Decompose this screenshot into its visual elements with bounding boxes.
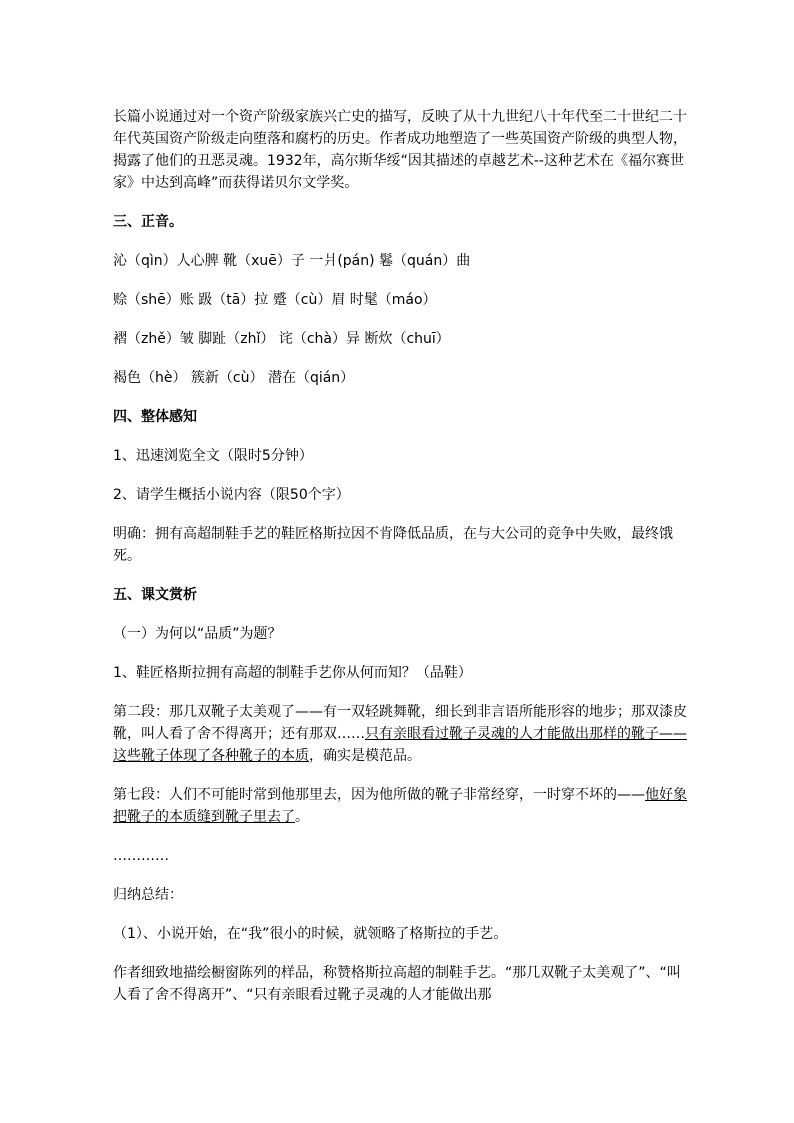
underlined-quote: 只有亲眼看过靴子灵魂的人才能做出那样的靴子——这些靴子体现了各种靴子的本质 bbox=[113, 726, 687, 764]
section-heading-overview: 四、整体感知 bbox=[113, 409, 197, 425]
ellipsis: ………… bbox=[113, 848, 169, 864]
overview-item: 2、请学生概括小说内容（限50个字） bbox=[113, 487, 350, 503]
pronunciation-line: 褐色（hè） 簇新（cù） 潜在（qián） bbox=[113, 370, 355, 386]
analysis-subheading: （一）为何以“品质”为题？ bbox=[113, 626, 282, 642]
summary-point: （1）、小说开始，在“我”很小的时候，就领略了格斯拉的手艺。 bbox=[113, 926, 508, 942]
closing-paragraph: 作者细致地描绘橱窗陈列的样品，称赞格斯拉高超的制鞋手艺。“那几双靴子太美观了”、“叫人看了舍不得离开”、“只有亲眼看过靴子灵魂的人才能做出那 bbox=[113, 965, 681, 1003]
overview-item: 1、迅速浏览全文（限时5分钟） bbox=[113, 448, 313, 464]
section-heading-analysis: 五、课文赏析 bbox=[113, 587, 197, 603]
intro-paragraph: 长篇小说通过对一个资产阶级家族兴亡史的描写，反映了从十九世纪八十年代至二十世纪二十年代英国资产阶级走向堕落和腐朽的历史。作者成功地塑造了一些英国资产阶级的典型人物，揭露了他们的丑恶灵魂。1932年，高尔斯华绥“因其描述的卓越艺术--这种艺术在《福尔赛世家》中达到高峰”而获得诺贝尔文学奖。 bbox=[113, 109, 687, 191]
quote-text: 第七段：人们不可能时常到他那里去，因为他所做的靴子非常经穿，一时穿不坏的—— bbox=[113, 787, 645, 803]
quote-text: ，确实是模范品。 bbox=[309, 748, 421, 764]
pronunciation-line: 赊（shē）账 趿（tā）拉 蹙（cù）眉 时髦（máo） bbox=[113, 292, 437, 308]
pronunciation-line: 沁（qìn）人心脾 靴（xuē）子 一爿(pán) 鬈（quán）曲 bbox=[113, 253, 471, 269]
quote-text: 第二段：那几双靴子太美观了——有一双轻跳舞靴，细长到非言语所能形容的地步；那双漆皮靴，叫人看了舍不得离开；还有那双…… bbox=[113, 704, 687, 742]
underlined-quote: 他好象把靴子的本质缝到靴子里去了 bbox=[113, 787, 687, 825]
overview-answer: 明确：拥有高超制鞋手艺的鞋匠格斯拉因不肯降低品质，在与大公司的竞争中失败，最终饿死。 bbox=[113, 526, 673, 564]
analysis-question: 1、鞋匠格斯拉拥有高超的制鞋手艺你从何而知？（品鞋） bbox=[113, 665, 472, 681]
document-body bbox=[113, 106, 688, 1023]
pronunciation-line: 褶（zhě）皱 脚趾（zhǐ） 诧（chà）异 断炊（chuī） bbox=[113, 331, 450, 347]
quote-paragraph-2 bbox=[113, 701, 688, 767]
quote-text: 。 bbox=[295, 809, 309, 825]
section-heading-pronunciation: 三、正音。 bbox=[113, 214, 183, 230]
quote-paragraph-7 bbox=[113, 784, 688, 828]
summary-label: 归纳总结： bbox=[113, 887, 183, 903]
